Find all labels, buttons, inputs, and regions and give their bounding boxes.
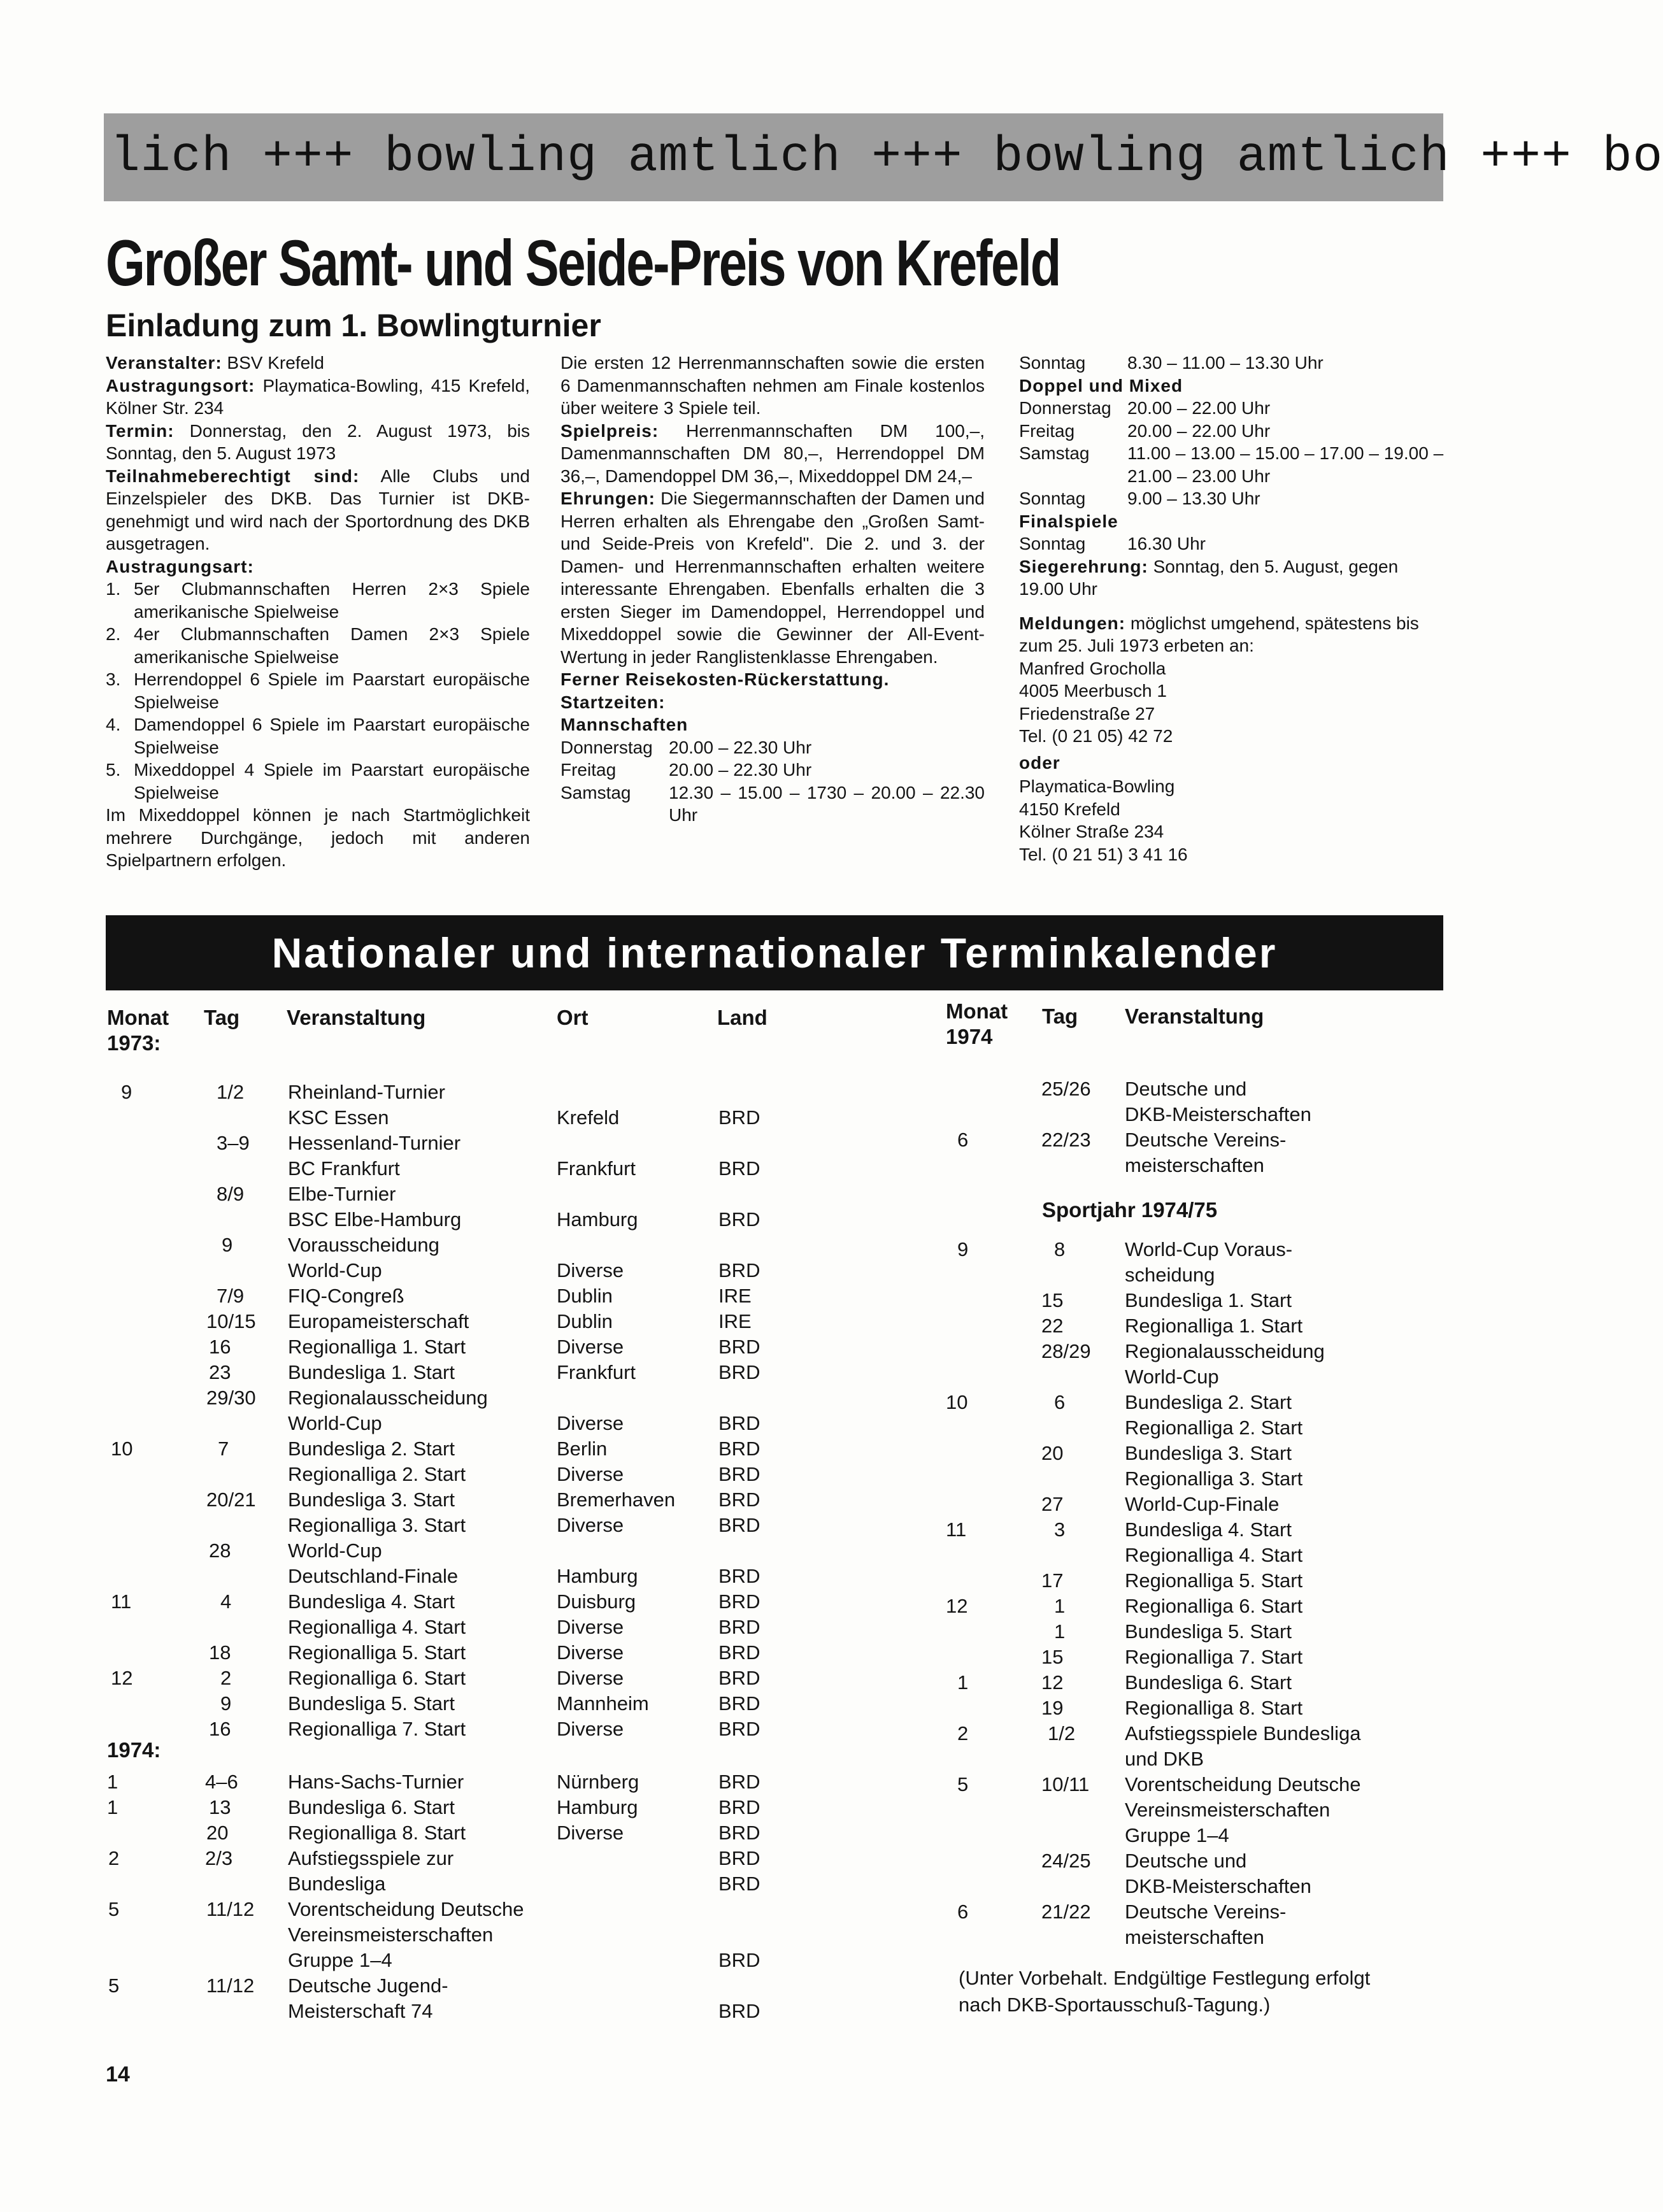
time-value: 12.30 – 15.00 – 1730 – 20.00 – 22.30 Uhr xyxy=(669,782,985,825)
termin-paragraph xyxy=(106,420,530,465)
table-row: 1 Bundesliga 5. Start xyxy=(1054,1620,1292,1643)
left-head-veranstaltung: Veranstaltung xyxy=(287,1006,426,1029)
address-line: Tel. (0 21 51) 3 41 16 xyxy=(1019,844,1188,864)
list-number: 1. xyxy=(106,579,121,599)
table-row: 6 21/22 Deutsche Vereins- xyxy=(957,1901,1287,1923)
table-row: 23 Bundesliga 1. Start Frankfurt BRD xyxy=(209,1361,760,1383)
meldungen-label: Meldungen: xyxy=(1019,613,1126,633)
time-day: Sonntag xyxy=(1019,489,1086,508)
sportjahr-label: Sportjahr 1974/75 xyxy=(1042,1198,1218,1222)
page-title: Großer Samt- und Seide-Preis von Krefeld xyxy=(106,227,1060,299)
table-row: Regionalliga 3. Start xyxy=(1125,1467,1303,1490)
table-row: Regionalliga 4. Start xyxy=(1125,1544,1303,1566)
table-row: Regionalliga 3. Start Diverse BRD xyxy=(288,1514,760,1536)
ehrungen-value: Die Siegermannschaften der Damen und Herren erhalten als Ehrengabe den „Großen Samt- und Seide-Preis von Krefeld". Die 2. und 3. der Damen- und Herrenmannschaften erhalten weitere interessante Ehrengaben. Ebenfalls erhalten die 3 ersten Sieger im Damendoppel, Herrendoppel und Mixeddoppel sowie die Gewinner der All-Event-Wertung in jeder Ranglistenklasse Ehrengaben. xyxy=(560,489,985,667)
veranstalter-value: BSV Krefeld xyxy=(222,353,324,373)
doppel-times xyxy=(1019,397,1446,510)
startzeiten-label: Startzeiten: xyxy=(560,692,666,712)
left-head-land: Land xyxy=(717,1006,767,1029)
table-row: scheidung xyxy=(1125,1264,1215,1286)
mixed-note: Im Mixeddoppel können je nach Startmöglichkeit mehrere Durchgänge, jedoch mit anderen Spielpartnern erfolgen. xyxy=(106,805,530,870)
time-day: Donnerstag xyxy=(560,737,653,757)
list-item: 4er Clubmannschaften Damen 2×3 Spiele amerikanische Spielweise xyxy=(134,624,530,667)
table-row: 2 2/3 Aufstiegsspiele zur BRD xyxy=(108,1847,760,1869)
list-item: Herrendoppel 6 Spiele im Paarstart europäische Spielweise xyxy=(134,669,530,712)
table-row: 2 1/2 Aufstiegsspiele Bundesliga xyxy=(957,1722,1361,1745)
table-row: 9 1/2 Rheinland-Turnier xyxy=(121,1081,445,1103)
time-value: 20.00 – 22.00 Uhr xyxy=(1127,398,1271,418)
table-row: Regionalliga 4. Start Diverse BRD xyxy=(288,1616,760,1638)
mannschaften-label: Mannschaften xyxy=(560,715,689,734)
address-line: Playmatica-Bowling xyxy=(1019,776,1175,796)
oder-label: oder xyxy=(1019,752,1060,773)
table-row: 15 Bundesliga 1. Start xyxy=(1041,1289,1292,1311)
table-row: Regionalliga 2. Start Diverse BRD xyxy=(288,1463,760,1485)
table-row: 20 Regionalliga 8. Start Diverse BRD xyxy=(206,1822,760,1844)
table-row: 1 13 Bundesliga 6. Start Hamburg BRD xyxy=(107,1796,760,1818)
time-value: 8.30 – 11.00 – 13.30 Uhr xyxy=(1127,353,1324,373)
left-calendar-1974 xyxy=(107,1769,897,2024)
address-line: Tel. (0 21 05) 42 72 xyxy=(1019,726,1173,746)
list-number: 5. xyxy=(106,760,121,780)
page-subtitle: Einladung zum 1. Bowlingturnier xyxy=(106,308,601,343)
list-item: Damendoppel 6 Spiele im Paarstart europäische Spielweise xyxy=(134,715,530,757)
table-row: DKB-Meisterschaften xyxy=(1125,1103,1311,1125)
left-head-tag: Tag xyxy=(204,1006,240,1029)
time-value: 20.00 – 22.30 Uhr xyxy=(669,737,812,757)
table-row: 20 Bundesliga 3. Start xyxy=(1041,1442,1292,1464)
table-row: meisterschaften xyxy=(1125,1154,1264,1176)
right-head-year: 1974 xyxy=(946,1025,993,1048)
table-row: 1 4–6 Hans-Sachs-Turnier Nürnberg BRD xyxy=(107,1771,760,1793)
time-value: 20.00 – 22.00 Uhr xyxy=(1127,420,1271,441)
amtlich-banner xyxy=(104,113,1663,201)
calendar-note xyxy=(959,1965,1370,2018)
time-day: Sonntag xyxy=(1019,353,1086,373)
list-item: 5er Clubmannschaften Herren 2×3 Spiele amerikanische Spielweise xyxy=(134,579,530,622)
ort-paragraph xyxy=(106,375,530,420)
finalspiele-time xyxy=(1019,532,1446,555)
list-number: 4. xyxy=(106,715,121,734)
sonntag-time xyxy=(1019,352,1446,375)
note-line: (Unter Vorbehalt. Endgültige Festlegung erfolgt xyxy=(959,1967,1371,1989)
siegerehrung-label: Siegerehrung: xyxy=(1019,556,1148,576)
mannschaften-times xyxy=(560,736,985,827)
invitation-column-1 xyxy=(106,352,530,872)
table-row: 9 Bundesliga 5. Start Mannheim BRD xyxy=(220,1692,760,1715)
banner-text: lich +++ bowling amtlich +++ bowling amtlich +++ bo xyxy=(110,129,1663,185)
right-head-monat: Monat xyxy=(946,999,1008,1023)
table-row: 20/21 Bundesliga 3. Start Bremerhaven BRD xyxy=(206,1488,760,1511)
right-calendar-sportjahr xyxy=(946,1237,1443,1950)
ort-value: Playmatica-Bowling, 415 Krefeld, Kölner Str. 234 xyxy=(106,375,530,418)
spielpreis-value: Herrenmannschaften DM 100,–, Damenmannschaften DM 80,–, Herrendoppel DM 36,–, Damendoppel DM 36,–, Mixeddoppel DM 24,– xyxy=(560,420,985,486)
table-row: 28 World-Cup xyxy=(209,1539,382,1562)
left-head-monat: Monat xyxy=(107,1006,169,1029)
invitation-column-2 xyxy=(560,352,985,827)
meldungen-value: möglichst umgehend, spätestens bis zum 25. Juli 1973 erbeten an: xyxy=(1019,613,1419,655)
left-head-ort: Ort xyxy=(557,1006,589,1029)
table-row: 11 3 Bundesliga 4. Start xyxy=(946,1518,1292,1541)
table-row: 10/15 Europameisterschaft Dublin IRE xyxy=(206,1310,752,1332)
list-number: 3. xyxy=(106,669,121,689)
time-value: 11.00 – 13.00 – 15.00 – 17.00 – 19.00 – 21.00 – 23.00 Uhr xyxy=(1127,443,1444,486)
table-row: 5 11/12 Vorentscheidung Deutsche xyxy=(108,1898,524,1920)
time-day: Donnerstag xyxy=(1019,398,1111,418)
table-row: 5 11/12 Deutsche Jugend- xyxy=(108,1974,448,1997)
calendar-title: Nationaler und internationaler Terminkalender xyxy=(106,915,1443,990)
table-row: 29/30 Regionalausscheidung xyxy=(206,1387,488,1409)
table-row: 15 Regionalliga 7. Start xyxy=(1041,1646,1303,1668)
list-number: 2. xyxy=(106,624,121,644)
table-row: 27 World-Cup-Finale xyxy=(1041,1493,1280,1515)
left-head-year: 1973: xyxy=(107,1031,161,1055)
table-row: 1 12 Bundesliga 6. Start xyxy=(957,1671,1292,1694)
table-row: 8/9 Elbe-Turnier xyxy=(217,1183,396,1205)
address-line: Manfred Grocholla xyxy=(1019,658,1166,678)
veranstalter-label: Veranstalter: xyxy=(106,353,222,373)
teilnahme-label: Teilnahmeberechtigt sind: xyxy=(106,466,360,486)
table-row: Gruppe 1–4 xyxy=(1125,1824,1229,1846)
ehrungen-label: Ehrungen: xyxy=(560,489,655,508)
table-row: 16 Regionalliga 7. Start Diverse BRD xyxy=(209,1718,760,1740)
page-number: 14 xyxy=(106,2062,130,2087)
teilnahme-value: Alle Clubs und Einzelspieler des DKB. Das Turnier ist DKB-genehmigt und wird nach der Sportordnung des DKB ausgetragen. xyxy=(106,466,530,553)
table-row: World-Cup xyxy=(1125,1366,1219,1388)
table-row: 6 22/23 Deutsche Vereins- xyxy=(957,1129,1287,1151)
right-calendar xyxy=(946,1076,1443,1178)
termin-label: Termin: xyxy=(106,420,175,441)
table-row: 22 Regionalliga 1. Start xyxy=(1041,1315,1303,1337)
table-row: 10 6 Bundesliga 2. Start xyxy=(946,1391,1292,1413)
spielpreis-paragraph xyxy=(560,420,985,488)
table-row: KSC Essen Krefeld BRD xyxy=(288,1106,760,1129)
list-item: Mixeddoppel 4 Spiele im Paarstart europäische Spielweise xyxy=(134,760,530,803)
table-row: 3–9 Hessenland-Turnier xyxy=(217,1132,461,1154)
table-row: 7/9 FIQ-Congreß Dublin IRE xyxy=(217,1285,752,1307)
veranstalter-paragraph xyxy=(106,352,530,375)
table-row: meisterschaften xyxy=(1125,1926,1264,1948)
table-row: 16 Regionalliga 1. Start Diverse BRD xyxy=(209,1336,760,1358)
table-row: und DKB xyxy=(1125,1748,1204,1770)
address-line: Friedenstraße 27 xyxy=(1019,703,1155,724)
ehrungen-paragraph xyxy=(560,487,985,668)
table-row: Meisterschaft 74 BRD xyxy=(288,2000,760,2022)
ort-label: Austragungsort: xyxy=(106,375,255,396)
time-value: 9.00 – 13.30 Uhr xyxy=(1127,489,1260,508)
time-day: Freitag xyxy=(1019,420,1075,441)
right-head-tag: Tag xyxy=(1042,1004,1078,1028)
doppel-label: Doppel und Mixed xyxy=(1019,375,1183,396)
table-row: 11 4 Bundesliga 4. Start Duisburg BRD xyxy=(111,1590,760,1613)
teilnahme-paragraph xyxy=(106,465,530,555)
table-row: Vereinsmeisterschaften xyxy=(1125,1799,1331,1821)
siegerehrung-paragraph xyxy=(1019,555,1446,601)
address-line: 4150 Krefeld xyxy=(1019,799,1120,819)
reisekosten-line: Ferner Reisekosten-Rückerstattung. xyxy=(560,669,890,689)
table-row: 12 2 Regionalliga 6. Start Diverse BRD xyxy=(111,1667,760,1689)
time-day: Sonntag xyxy=(1019,534,1086,553)
austragungsart-label: Austragungsart: xyxy=(106,556,254,576)
table-row: 25/26 Deutsche und xyxy=(1041,1078,1247,1100)
table-row: 28/29 Regionalausscheidung xyxy=(1041,1340,1325,1362)
table-row: Bundesliga BRD xyxy=(288,1873,760,1895)
table-row: 24/25 Deutsche und xyxy=(1041,1850,1247,1872)
left-calendar xyxy=(107,1080,897,1742)
time-day: Freitag xyxy=(560,760,617,780)
termin-value: Donnerstag, den 2. August 1973, bis Sonntag, den 5. August 1973 xyxy=(106,420,530,463)
table-row: World-Cup Diverse BRD xyxy=(288,1412,760,1434)
time-day: Samstag xyxy=(1019,443,1090,463)
table-row: Vereinsmeisterschaften xyxy=(288,1923,494,1946)
address-line: Kölner Straße 234 xyxy=(1019,822,1164,841)
address-line: 4005 Meerbusch 1 xyxy=(1019,681,1167,701)
table-row: BC Frankfurt Frankfurt BRD xyxy=(288,1157,760,1180)
right-head-veranstaltung: Veranstaltung xyxy=(1125,1004,1264,1028)
finalspiele-label: Finalspiele xyxy=(1019,511,1118,531)
time-value: 16.30 Uhr xyxy=(1127,534,1206,553)
table-row: BSC Elbe-Hamburg Hamburg BRD xyxy=(288,1208,760,1231)
time-value: 20.00 – 22.30 Uhr xyxy=(669,760,812,780)
table-row: 12 1 Regionalliga 6. Start xyxy=(946,1595,1303,1617)
invitation-column-3 xyxy=(1019,352,1446,866)
time-day: Samstag xyxy=(560,782,631,803)
table-row: 18 Regionalliga 5. Start Diverse BRD xyxy=(209,1641,760,1664)
table-row: 17 Regionalliga 5. Start xyxy=(1041,1569,1303,1592)
spielpreis-label: Spielpreis: xyxy=(560,420,659,441)
table-row: World-Cup Diverse BRD xyxy=(288,1259,760,1281)
year-1974-label: 1974: xyxy=(107,1738,161,1762)
austragungsart-list xyxy=(106,578,530,804)
table-row: 9 8 World-Cup Voraus- xyxy=(957,1238,1293,1260)
finale-intro: Die ersten 12 Herrenmannschaften sowie die ersten 6 Damenmannschaften nehmen am Finale kostenlos über weitere 3 Spiele teil. xyxy=(560,353,985,418)
siegerehrung-value: Sonntag, den 5. August, gegen 19.00 Uhr xyxy=(1019,556,1399,599)
table-row: 10 7 Bundesliga 2. Start Berlin BRD xyxy=(111,1438,760,1460)
table-row: 9 Vorausscheidung xyxy=(222,1234,439,1256)
table-row: 5 10/11 Vorentscheidung Deutsche xyxy=(957,1773,1361,1795)
table-row: DKB-Meisterschaften xyxy=(1125,1875,1311,1897)
note-line: nach DKB-Sportausschuß-Tagung.) xyxy=(959,1994,1271,2016)
meldungen-paragraph xyxy=(1019,612,1446,657)
table-row: 19 Regionalliga 8. Start xyxy=(1041,1697,1303,1719)
table-row: Gruppe 1–4 BRD xyxy=(288,1949,760,1971)
table-row: Deutschland-Finale Hamburg BRD xyxy=(288,1565,760,1587)
table-row: Regionalliga 2. Start xyxy=(1125,1416,1303,1439)
